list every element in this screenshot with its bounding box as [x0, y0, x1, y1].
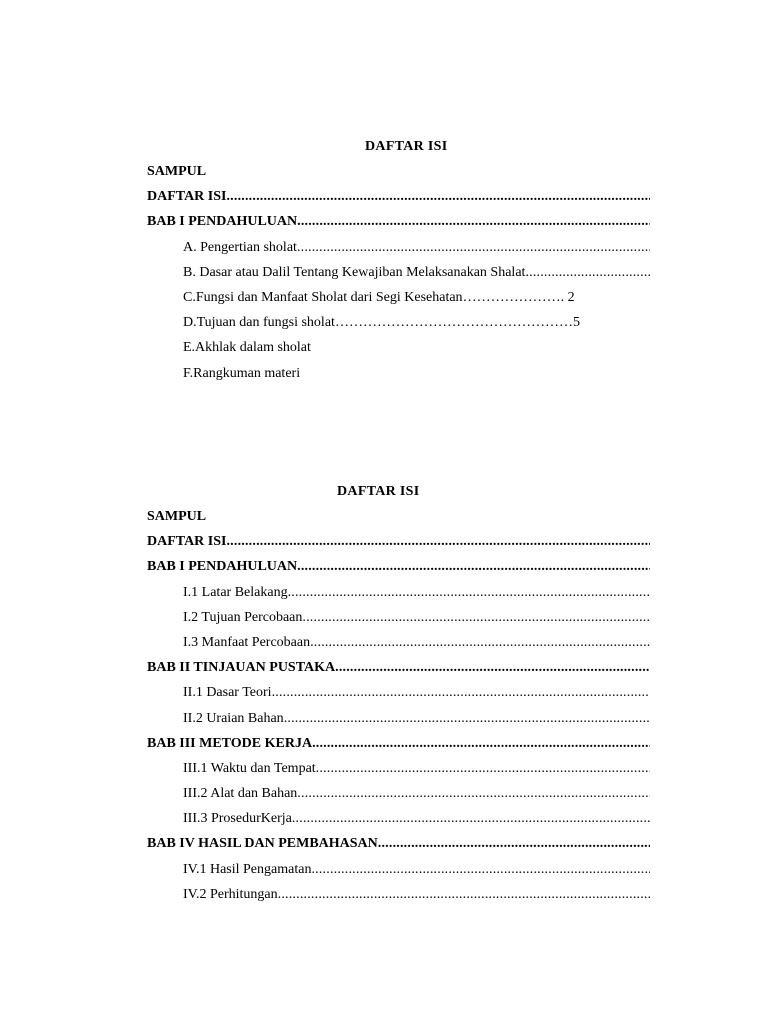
- toc-entry-label: I.1 Latar Belakang: [183, 584, 288, 600]
- toc-entry-label: BAB IV HASIL DAN PEMBAHASAN: [147, 836, 378, 852]
- toc-entry-label: I.3 Manfaat Percobaan: [183, 634, 311, 650]
- toc-subentry: [147, 361, 650, 386]
- toc-entry-daftar-isi: [147, 184, 650, 209]
- table-of-contents-2: [147, 479, 650, 907]
- toc-entry-label: BAB I PENDAHULUAN: [147, 559, 298, 575]
- toc-entry-sampul: [147, 159, 650, 184]
- toc-title: DAFTAR ISI: [365, 139, 448, 154]
- toc-entry-sampul: [147, 504, 650, 529]
- ellipsis-leader: ……………………………………………5: [334, 315, 580, 331]
- toc-entry-label: E.Akhlak dalam sholat: [183, 340, 311, 356]
- dot-leader: [312, 731, 650, 756]
- toc-entry-label: SAMPUL: [147, 509, 207, 524]
- toc-entry-bab-2: [147, 655, 650, 680]
- dot-leader: [311, 857, 650, 882]
- toc-subentry: [147, 335, 650, 360]
- toc-entry-label: II.1 Dasar Teori: [183, 685, 272, 701]
- dot-leader: [278, 882, 650, 907]
- dot-leader: [335, 655, 650, 680]
- toc-subentry: [147, 781, 650, 806]
- toc-entry-label: D.Tujuan dan fungsi sholat: [183, 315, 335, 331]
- dot-leader: [310, 630, 650, 655]
- dot-leader: [302, 605, 650, 630]
- toc-subentry: [147, 882, 650, 907]
- toc-entry-label: BAB II TINJAUAN PUSTAKA: [147, 660, 336, 676]
- dot-leader: [297, 209, 650, 234]
- dot-leader: [297, 781, 650, 806]
- toc-entry-label: B. Dasar atau Dalil Tentang Kewajiban Melaksanakan Shalat: [183, 264, 526, 280]
- toc-entry-label: IV.1 Hasil Pengamatan: [183, 861, 312, 877]
- toc-subentry: [147, 580, 650, 605]
- toc-entry-label: DAFTAR ISI: [147, 189, 227, 205]
- toc-entry-label: DAFTAR ISI: [147, 534, 227, 550]
- dot-leader: [226, 529, 650, 554]
- toc-entry-bab-1: [147, 209, 650, 234]
- toc-subentry: [147, 857, 650, 882]
- toc-entry-label: III.2 Alat dan Bahan: [183, 786, 298, 802]
- toc-entry-label: I.2 Tujuan Percobaan: [183, 609, 303, 625]
- toc-entry-bab-3: [147, 731, 650, 756]
- toc-entry-daftar-isi: [147, 529, 650, 554]
- toc-entry-label: IV.2 Perhitungan: [183, 886, 278, 902]
- toc-entry-bab-4: [147, 831, 650, 856]
- toc-title: DAFTAR ISI: [337, 484, 420, 499]
- toc-entry-label: F.Rangkuman materi: [183, 365, 301, 381]
- dot-leader: [525, 260, 650, 285]
- dot-leader: [284, 706, 650, 731]
- toc-subentry: [147, 706, 650, 731]
- table-of-contents-1: [147, 134, 650, 386]
- toc-subentry: [147, 310, 650, 335]
- toc-entry-label: II.2 Uraian Bahan: [183, 710, 284, 726]
- toc-entry-label: A. Pengertian sholat: [183, 239, 297, 255]
- dot-leader: [297, 235, 650, 260]
- toc-entry-label: SAMPUL: [147, 164, 207, 179]
- dot-leader: [292, 806, 650, 831]
- toc-subentry: [147, 235, 650, 260]
- toc-entry-label: III.1 Waktu dan Tempat: [183, 760, 316, 776]
- dot-leader: [272, 680, 650, 705]
- dot-leader: [316, 756, 650, 781]
- dot-leader: [297, 554, 650, 579]
- dot-leader: [226, 184, 650, 209]
- dot-leader: [288, 580, 650, 605]
- toc-subentry: [147, 806, 650, 831]
- toc-subentry: [147, 630, 650, 655]
- toc-entry-label: BAB I PENDAHULUAN: [147, 214, 298, 230]
- toc-entry-label: C.Fungsi dan Manfaat Sholat dari Segi Kesehatan: [183, 289, 463, 305]
- dot-leader: [378, 831, 650, 856]
- toc-entry-label: BAB III METODE KERJA: [147, 735, 313, 751]
- toc-entry-label: III.3 ProsedurKerja: [183, 811, 292, 827]
- ellipsis-leader: …………………. 2: [462, 289, 575, 305]
- toc-subentry: [147, 260, 650, 285]
- toc-subentry: [147, 605, 650, 630]
- toc-subentry: [147, 680, 650, 705]
- toc-subentry: [147, 285, 650, 310]
- toc-entry-bab-1: [147, 554, 650, 579]
- toc-subentry: [147, 756, 650, 781]
